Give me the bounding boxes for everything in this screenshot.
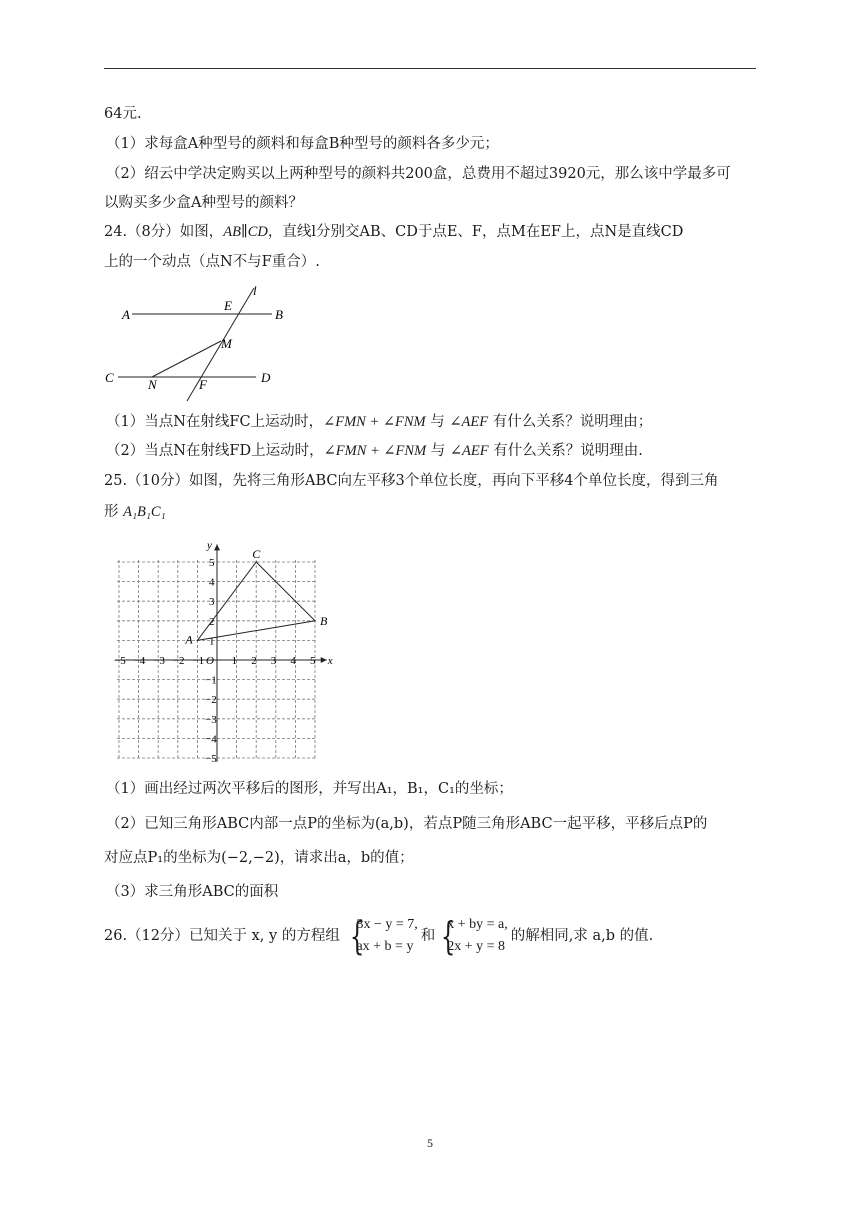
x-tick-label: 3 (270, 655, 277, 667)
q26-sys1-eq1: { 3x − y = 7, (356, 917, 418, 932)
fig-label-N: N (148, 377, 157, 392)
x-tick-label: −4 (133, 655, 146, 667)
q24-part2 (106, 441, 760, 461)
q25-part3: （3）求三角形ABC的面积 (106, 884, 279, 900)
q24-line2: 上的一个动点（点N不与F重合）. (104, 254, 320, 270)
q26-sys2-eq1: { x + by = a, (447, 917, 508, 932)
q26-head: 26.（12分）已知关于 x, y 的方程组 (104, 928, 340, 944)
y-tick-label: −1 (205, 674, 217, 687)
fig-label-M: M (221, 336, 232, 351)
vertex-point-b (314, 620, 316, 622)
y-axis-label: y (207, 539, 212, 552)
q23-part2-line2: 以购买多少盒A种型号的颜料？ (104, 195, 303, 211)
q24-p1-text-c: 有什么关系？说明理由； (488, 414, 653, 430)
x-axis-arrow (321, 657, 327, 663)
q25-triangle-name: A₁B₁C₁ (123, 504, 166, 520)
q24-p1-text-a: （1）当点N在射线FC上运动时， (106, 414, 324, 430)
coordinate-grid-chart (104, 530, 344, 768)
x-tick-label: 2 (251, 655, 257, 667)
q24-p1-expr: ∠FMN + ∠FNM (323, 414, 426, 430)
vertex-label-c: C (252, 547, 261, 561)
y-axis-arrow (214, 544, 220, 550)
vertex-point-a (197, 640, 199, 642)
q24-head: 24.（8分）如图， (104, 224, 224, 240)
y-tick-label: −4 (205, 733, 217, 746)
x-tick-label: −3 (153, 655, 165, 667)
q26-system-2 (438, 914, 508, 958)
vertex-label-a: A (185, 632, 193, 647)
q25-part2-line2: 对应点P₁的坐标为(−2,−2)，请求出a，b的值； (104, 850, 414, 866)
q24-p2-text-b: 与 (426, 443, 450, 459)
q23-part1: （1）求每盒A种型号的颜料和每盒B种型号的颜料各多少元； (106, 136, 499, 152)
q23-part2-line1: （2）绍云中学决定购买以上两种型号的颜料共200盒，总费用不超过3920元，那么该中学最多可 (106, 166, 731, 182)
y-tick-label: 2 (209, 615, 215, 628)
y-tick-label: 4 (209, 576, 215, 589)
page-number: 5 (427, 1136, 433, 1150)
q26-system-1 (347, 914, 417, 958)
q26-sys1-eq2: ax + b = y (356, 939, 414, 954)
x-tick-label: −1 (192, 655, 205, 667)
fig-label-l: l (253, 283, 257, 298)
fig-label-D: D (261, 370, 271, 385)
vertex-point-c (255, 561, 257, 563)
fig-label-A: A (122, 307, 130, 322)
header-rule (104, 68, 756, 69)
q24-p2-text-c: 有什么关系？说明理由. (488, 443, 643, 459)
fig-label-F: F (199, 377, 207, 392)
y-tick-label: −3 (205, 713, 217, 726)
q24-p2-text-a: （2）当点N在射线FD上运动时， (106, 443, 324, 459)
x-tick-label: 4 (290, 655, 296, 667)
y-tick-label: 3 (209, 596, 215, 609)
vertex-label-b: B (320, 613, 328, 628)
x-axis-label: x (327, 655, 333, 667)
q25-line2-text: 形 (104, 504, 124, 520)
y-tick-label: −2 (205, 694, 217, 707)
q24-text1: ，直线l分别交AB、CD于点E、F，点M在EF上，点N是直线CD (267, 224, 684, 240)
x-tick-label: 1 (231, 655, 238, 667)
q25-line2 (104, 502, 758, 522)
fig-label-B: B (275, 307, 283, 322)
q24-p2-angle: ∠AEF (449, 443, 489, 459)
x-tick-label: O (206, 655, 214, 667)
q26-sys2-eq2: 2x + y = 8 (447, 939, 506, 954)
q24-p1-text-b: 与 (425, 414, 450, 430)
fig-label-C: C (105, 370, 114, 385)
q24-p1-angle: ∠AEF (449, 414, 489, 430)
q24-p2-expr: ∠FMN + ∠FNM (323, 443, 427, 459)
x-tick-label: −5 (114, 655, 126, 667)
q26-line (104, 912, 758, 960)
q25-line1: 25.（10分）如图，先将三角形ABC向左平移3个单位长度，再向下平移4个单位长度，得到三角 (104, 473, 719, 489)
fig-label-E: E (224, 298, 232, 313)
q26-and: 和 (420, 928, 436, 944)
q25-part2-line1: （2）已知三角形ABC内部一点P的坐标为(a,b)，若点P随三角形ABC一起平移，平移后点P的 (106, 816, 708, 832)
y-tick-label: 5 (209, 557, 215, 569)
y-tick-label: −5 (205, 753, 217, 765)
q24-part1 (106, 412, 760, 432)
q24-figure (104, 283, 294, 407)
q26-tail: 的解相同,求 a,b 的值. (510, 928, 654, 944)
x-tick-label: −2 (172, 655, 185, 667)
q23-tail: 64元. (104, 106, 142, 122)
q24-line1 (104, 222, 758, 242)
q24-parallel: AB∥CD (223, 224, 268, 240)
x-tick-label: 5 (310, 655, 316, 667)
q25-part1: （1）画出经过两次平移后的图形，并写出A₁，B₁，C₁的坐标； (106, 781, 513, 797)
y-tick-label: 1 (209, 635, 215, 648)
